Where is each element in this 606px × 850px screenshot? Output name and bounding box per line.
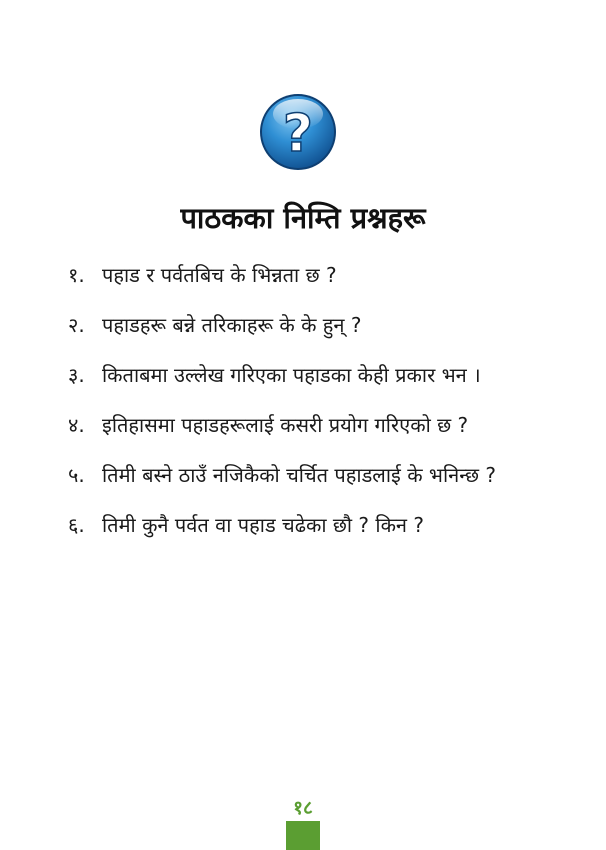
question-number: ४.	[68, 413, 85, 437]
question-list	[68, 256, 538, 556]
question-text: पहाडहरू बन्ने तरिकाहरू के के हुन् ?	[102, 313, 362, 337]
question-item-5	[68, 456, 538, 494]
question-text: पहाड र पर्वतबिच के भिन्नता छ ?	[102, 263, 337, 287]
question-item-6	[68, 506, 538, 544]
question-item-4	[68, 406, 538, 444]
question-number: ६.	[68, 513, 85, 537]
question-item-2	[68, 306, 538, 344]
question-number: ५.	[68, 463, 85, 487]
question-number: १.	[68, 263, 85, 287]
page-title: पाठकका निम्ति प्रश्नहरू	[180, 201, 426, 235]
page-number-block	[286, 796, 320, 850]
question-text: तिमी कुनै पर्वत वा पहाड चढेका छौ ? किन ?	[102, 513, 425, 537]
page-tab	[286, 821, 320, 850]
question-item-1	[68, 256, 538, 294]
question-text: तिमी बस्ने ठाउँ नजिकैको चर्चित पहाडलाई के भनिन्छ ?	[102, 463, 496, 487]
question-text: इतिहासमा पहाडहरूलाई कसरी प्रयोग गरिएको छ ?	[102, 413, 469, 437]
question-mark-icon	[258, 92, 338, 172]
page-number: १८	[293, 797, 313, 819]
question-mark-glyph: ?	[282, 104, 314, 164]
question-number: २.	[68, 313, 85, 337]
question-text: किताबमा उल्लेख गरिएका पहाडका केही प्रकार भन ।	[102, 363, 481, 387]
question-item-3	[68, 356, 538, 394]
question-number: ३.	[68, 363, 85, 387]
